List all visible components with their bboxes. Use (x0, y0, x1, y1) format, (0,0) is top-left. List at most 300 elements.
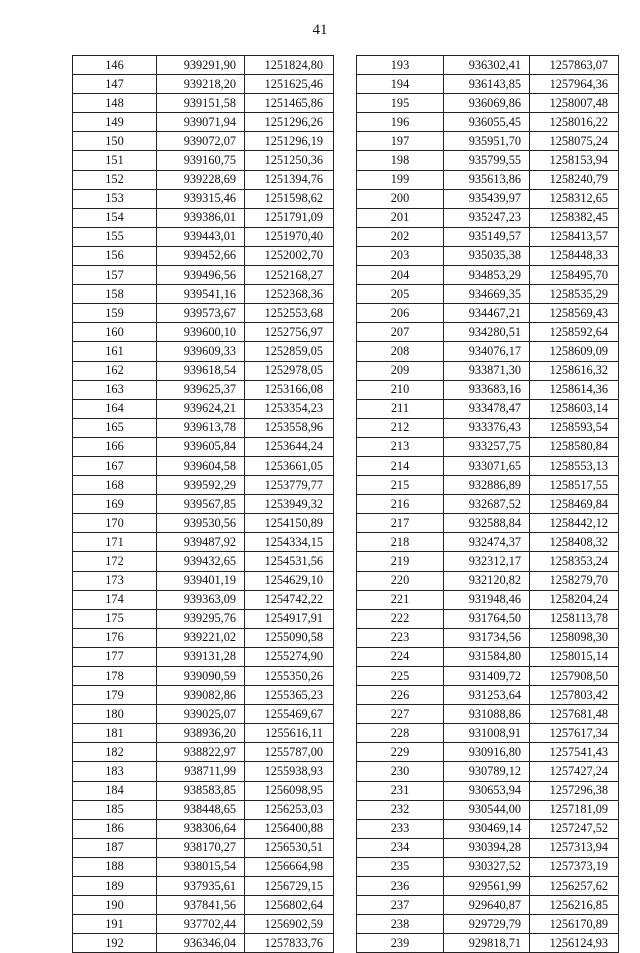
x-coordinate-cell: 934280,51 (444, 323, 530, 342)
x-coordinate-cell: 939082,86 (157, 686, 245, 705)
x-coordinate-cell: 932120,82 (444, 571, 530, 590)
point-number-cell: 172 (73, 552, 157, 571)
y-coordinate-cell: 1256253,03 (245, 800, 334, 819)
table-row (73, 418, 334, 437)
table-row (357, 456, 619, 475)
x-coordinate-cell: 939567,85 (157, 495, 245, 514)
x-coordinate-cell: 932886,89 (444, 476, 530, 495)
y-coordinate-cell: 1258413,57 (530, 227, 619, 246)
table-row (73, 151, 334, 170)
y-coordinate-cell: 1256124,93 (530, 934, 619, 953)
x-coordinate-cell: 939487,92 (157, 533, 245, 552)
point-number-cell: 152 (73, 170, 157, 189)
y-coordinate-cell: 1252859,05 (245, 342, 334, 361)
y-coordinate-cell: 1258569,43 (530, 304, 619, 323)
point-number-cell: 219 (357, 552, 444, 571)
y-coordinate-cell: 1257803,42 (530, 686, 619, 705)
x-coordinate-cell: 930327,52 (444, 857, 530, 876)
table-row (73, 304, 334, 323)
y-coordinate-cell: 1251791,09 (245, 208, 334, 227)
x-coordinate-cell: 932312,17 (444, 552, 530, 571)
point-number-cell: 225 (357, 667, 444, 686)
y-coordinate-cell: 1252978,05 (245, 361, 334, 380)
x-coordinate-cell: 939160,75 (157, 151, 245, 170)
y-coordinate-cell: 1251296,19 (245, 132, 334, 151)
y-coordinate-cell: 1258469,84 (530, 495, 619, 514)
x-coordinate-cell: 939613,78 (157, 418, 245, 437)
x-coordinate-cell: 939600,10 (157, 323, 245, 342)
table-row (73, 915, 334, 934)
table-row (357, 915, 619, 934)
point-number-cell: 158 (73, 285, 157, 304)
x-coordinate-cell: 939386,01 (157, 208, 245, 227)
y-coordinate-cell: 1258382,45 (530, 208, 619, 227)
point-number-cell: 233 (357, 819, 444, 838)
table-row (357, 495, 619, 514)
point-number-cell: 150 (73, 132, 157, 151)
table-row (73, 189, 334, 208)
point-number-cell: 205 (357, 285, 444, 304)
y-coordinate-cell: 1258553,13 (530, 456, 619, 475)
x-coordinate-cell: 939609,33 (157, 342, 245, 361)
table-row (357, 189, 619, 208)
table-row (357, 266, 619, 285)
table-row (73, 628, 334, 647)
point-number-cell: 147 (73, 75, 157, 94)
x-coordinate-cell: 939624,21 (157, 399, 245, 418)
y-coordinate-cell: 1256098,95 (245, 781, 334, 800)
point-number-cell: 182 (73, 743, 157, 762)
point-number-cell: 160 (73, 323, 157, 342)
y-coordinate-cell: 1257908,50 (530, 667, 619, 686)
table-row (357, 590, 619, 609)
y-coordinate-cell: 1251625,46 (245, 75, 334, 94)
y-coordinate-cell: 1257617,34 (530, 724, 619, 743)
point-number-cell: 224 (357, 647, 444, 666)
table-body (357, 56, 619, 953)
table-row (357, 380, 619, 399)
y-coordinate-cell: 1254531,56 (245, 552, 334, 571)
table-row (73, 647, 334, 666)
x-coordinate-cell: 939072,07 (157, 132, 245, 151)
y-coordinate-cell: 1257833,76 (245, 934, 334, 953)
y-coordinate-cell: 1255365,23 (245, 686, 334, 705)
table-row (73, 590, 334, 609)
y-coordinate-cell: 1258015,14 (530, 647, 619, 666)
x-coordinate-cell: 939131,28 (157, 647, 245, 666)
y-coordinate-cell: 1255090,58 (245, 628, 334, 647)
y-coordinate-cell: 1257296,38 (530, 781, 619, 800)
point-number-cell: 173 (73, 571, 157, 590)
point-number-cell: 203 (357, 246, 444, 265)
y-coordinate-cell: 1258448,33 (530, 246, 619, 265)
y-coordinate-cell: 1257427,24 (530, 762, 619, 781)
x-coordinate-cell: 936302,41 (444, 56, 530, 75)
x-coordinate-cell: 929640,87 (444, 896, 530, 915)
point-number-cell: 222 (357, 609, 444, 628)
x-coordinate-cell: 935149,57 (444, 227, 530, 246)
y-coordinate-cell: 1251824,80 (245, 56, 334, 75)
table-row (357, 476, 619, 495)
x-coordinate-cell: 939592,29 (157, 476, 245, 495)
y-coordinate-cell: 1253949,32 (245, 495, 334, 514)
y-coordinate-cell: 1251394,76 (245, 170, 334, 189)
y-coordinate-cell: 1251250,36 (245, 151, 334, 170)
x-coordinate-cell: 932474,37 (444, 533, 530, 552)
point-number-cell: 202 (357, 227, 444, 246)
y-coordinate-cell: 1252368,36 (245, 285, 334, 304)
x-coordinate-cell: 938306,64 (157, 819, 245, 838)
x-coordinate-cell: 939452,66 (157, 246, 245, 265)
point-number-cell: 199 (357, 170, 444, 189)
table-row (73, 246, 334, 265)
y-coordinate-cell: 1256400,88 (245, 819, 334, 838)
table-row (73, 838, 334, 857)
point-number-cell: 175 (73, 609, 157, 628)
y-coordinate-cell: 1255938,93 (245, 762, 334, 781)
table-row (357, 418, 619, 437)
x-coordinate-cell: 935247,23 (444, 208, 530, 227)
x-coordinate-cell: 939401,19 (157, 571, 245, 590)
x-coordinate-cell: 930469,14 (444, 819, 530, 838)
x-coordinate-cell: 934076,17 (444, 342, 530, 361)
y-coordinate-cell: 1257247,52 (530, 819, 619, 838)
table-row (357, 571, 619, 590)
y-coordinate-cell: 1254742,22 (245, 590, 334, 609)
point-number-cell: 212 (357, 418, 444, 437)
y-coordinate-cell: 1256802,64 (245, 896, 334, 915)
coordinates-table-right (356, 55, 619, 953)
table-row (357, 800, 619, 819)
table-row (73, 456, 334, 475)
y-coordinate-cell: 1258240,79 (530, 170, 619, 189)
x-coordinate-cell: 931008,91 (444, 724, 530, 743)
x-coordinate-cell: 930916,80 (444, 743, 530, 762)
point-number-cell: 181 (73, 724, 157, 743)
y-coordinate-cell: 1253661,05 (245, 456, 334, 475)
point-number-cell: 178 (73, 667, 157, 686)
table-row (73, 514, 334, 533)
y-coordinate-cell: 1253558,96 (245, 418, 334, 437)
table-row (73, 495, 334, 514)
point-number-cell: 190 (73, 896, 157, 915)
x-coordinate-cell: 934467,21 (444, 304, 530, 323)
point-number-cell: 146 (73, 56, 157, 75)
point-number-cell: 184 (73, 781, 157, 800)
y-coordinate-cell: 1258312,65 (530, 189, 619, 208)
y-coordinate-cell: 1254150,89 (245, 514, 334, 533)
y-coordinate-cell: 1252756,97 (245, 323, 334, 342)
x-coordinate-cell: 938583,85 (157, 781, 245, 800)
y-coordinate-cell: 1255616,11 (245, 724, 334, 743)
point-number-cell: 193 (357, 56, 444, 75)
x-coordinate-cell: 939291,90 (157, 56, 245, 75)
point-number-cell: 185 (73, 800, 157, 819)
x-coordinate-cell: 939218,20 (157, 75, 245, 94)
table-row (357, 743, 619, 762)
y-coordinate-cell: 1254629,10 (245, 571, 334, 590)
table-row (357, 132, 619, 151)
x-coordinate-cell: 931088,86 (444, 705, 530, 724)
table-row (73, 819, 334, 838)
table-row (73, 227, 334, 246)
x-coordinate-cell: 939605,84 (157, 437, 245, 456)
x-coordinate-cell: 939496,56 (157, 266, 245, 285)
point-number-cell: 155 (73, 227, 157, 246)
y-coordinate-cell: 1256729,15 (245, 877, 334, 896)
x-coordinate-cell: 930789,12 (444, 762, 530, 781)
x-coordinate-cell: 939541,16 (157, 285, 245, 304)
point-number-cell: 206 (357, 304, 444, 323)
y-coordinate-cell: 1255469,67 (245, 705, 334, 724)
table-body (73, 56, 334, 953)
x-coordinate-cell: 938015,54 (157, 857, 245, 876)
table-row (73, 437, 334, 456)
table-row (357, 246, 619, 265)
x-coordinate-cell: 939071,94 (157, 113, 245, 132)
table-row (73, 552, 334, 571)
x-coordinate-cell: 939025,07 (157, 705, 245, 724)
x-coordinate-cell: 937935,61 (157, 877, 245, 896)
table-row (73, 399, 334, 418)
point-number-cell: 159 (73, 304, 157, 323)
table-row (357, 781, 619, 800)
table-row (73, 266, 334, 285)
point-number-cell: 238 (357, 915, 444, 934)
y-coordinate-cell: 1257964,36 (530, 75, 619, 94)
table-row (357, 304, 619, 323)
y-coordinate-cell: 1258442,12 (530, 514, 619, 533)
table-row (357, 323, 619, 342)
y-coordinate-cell: 1258592,64 (530, 323, 619, 342)
y-coordinate-cell: 1258016,22 (530, 113, 619, 132)
point-number-cell: 197 (357, 132, 444, 151)
y-coordinate-cell: 1258279,70 (530, 571, 619, 590)
point-number-cell: 174 (73, 590, 157, 609)
x-coordinate-cell: 929729,79 (444, 915, 530, 934)
point-number-cell: 221 (357, 590, 444, 609)
x-coordinate-cell: 938170,27 (157, 838, 245, 857)
y-coordinate-cell: 1257863,07 (530, 56, 619, 75)
table-row (357, 896, 619, 915)
point-number-cell: 232 (357, 800, 444, 819)
point-number-cell: 153 (73, 189, 157, 208)
y-coordinate-cell: 1258616,32 (530, 361, 619, 380)
y-coordinate-cell: 1256902,59 (245, 915, 334, 934)
y-coordinate-cell: 1258007,48 (530, 94, 619, 113)
y-coordinate-cell: 1255274,90 (245, 647, 334, 666)
table-row (357, 342, 619, 361)
table-row (357, 170, 619, 189)
y-coordinate-cell: 1258153,94 (530, 151, 619, 170)
point-number-cell: 216 (357, 495, 444, 514)
point-number-cell: 187 (73, 838, 157, 857)
point-number-cell: 234 (357, 838, 444, 857)
table-row (73, 896, 334, 915)
x-coordinate-cell: 933257,75 (444, 437, 530, 456)
table-row (357, 724, 619, 743)
table-row (357, 151, 619, 170)
x-coordinate-cell: 930394,28 (444, 838, 530, 857)
y-coordinate-cell: 1251465,86 (245, 94, 334, 113)
table-row (73, 476, 334, 495)
x-coordinate-cell: 939228,69 (157, 170, 245, 189)
x-coordinate-cell: 931253,64 (444, 686, 530, 705)
x-coordinate-cell: 938711,99 (157, 762, 245, 781)
table-row (73, 667, 334, 686)
y-coordinate-cell: 1253166,08 (245, 380, 334, 399)
table-row (73, 94, 334, 113)
x-coordinate-cell: 939530,56 (157, 514, 245, 533)
x-coordinate-cell: 939573,67 (157, 304, 245, 323)
table-row (357, 113, 619, 132)
y-coordinate-cell: 1255787,00 (245, 743, 334, 762)
y-coordinate-cell: 1251598,62 (245, 189, 334, 208)
x-coordinate-cell: 935799,55 (444, 151, 530, 170)
table-row (357, 705, 619, 724)
table-row (73, 609, 334, 628)
table-row (73, 934, 334, 953)
y-coordinate-cell: 1254334,15 (245, 533, 334, 552)
coordinates-table-left (72, 55, 334, 953)
y-coordinate-cell: 1257313,94 (530, 838, 619, 857)
point-number-cell: 179 (73, 686, 157, 705)
point-number-cell: 161 (73, 342, 157, 361)
y-coordinate-cell: 1258603,14 (530, 399, 619, 418)
x-coordinate-cell: 935613,86 (444, 170, 530, 189)
point-number-cell: 220 (357, 571, 444, 590)
point-number-cell: 211 (357, 399, 444, 418)
y-coordinate-cell: 1256170,89 (530, 915, 619, 934)
x-coordinate-cell: 939618,54 (157, 361, 245, 380)
x-coordinate-cell: 939221,02 (157, 628, 245, 647)
table-row (357, 75, 619, 94)
table-row (73, 208, 334, 227)
x-coordinate-cell: 935035,38 (444, 246, 530, 265)
point-number-cell: 163 (73, 380, 157, 399)
y-coordinate-cell: 1258517,55 (530, 476, 619, 495)
point-number-cell: 164 (73, 399, 157, 418)
y-coordinate-cell: 1256530,51 (245, 838, 334, 857)
point-number-cell: 209 (357, 361, 444, 380)
point-number-cell: 227 (357, 705, 444, 724)
point-number-cell: 189 (73, 877, 157, 896)
x-coordinate-cell: 939363,09 (157, 590, 245, 609)
table-row (73, 857, 334, 876)
table-row (357, 934, 619, 953)
table-row (357, 552, 619, 571)
table-row (357, 857, 619, 876)
point-number-cell: 177 (73, 647, 157, 666)
table-row (357, 227, 619, 246)
x-coordinate-cell: 939432,65 (157, 552, 245, 571)
point-number-cell: 228 (357, 724, 444, 743)
x-coordinate-cell: 929561,99 (444, 877, 530, 896)
x-coordinate-cell: 931584,80 (444, 647, 530, 666)
point-number-cell: 183 (73, 762, 157, 781)
y-coordinate-cell: 1258535,29 (530, 285, 619, 304)
point-number-cell: 236 (357, 877, 444, 896)
point-number-cell: 165 (73, 418, 157, 437)
point-number-cell: 194 (357, 75, 444, 94)
x-coordinate-cell: 930544,00 (444, 800, 530, 819)
point-number-cell: 154 (73, 208, 157, 227)
y-coordinate-cell: 1258580,84 (530, 437, 619, 456)
table-row (357, 838, 619, 857)
point-number-cell: 167 (73, 456, 157, 475)
point-number-cell: 169 (73, 495, 157, 514)
x-coordinate-cell: 939315,46 (157, 189, 245, 208)
x-coordinate-cell: 939295,76 (157, 609, 245, 628)
table-row (357, 819, 619, 838)
table-row (357, 56, 619, 75)
y-coordinate-cell: 1256216,85 (530, 896, 619, 915)
x-coordinate-cell: 939151,58 (157, 94, 245, 113)
y-coordinate-cell: 1258495,70 (530, 266, 619, 285)
table-row (73, 743, 334, 762)
x-coordinate-cell: 933478,47 (444, 399, 530, 418)
table-row (357, 877, 619, 896)
y-coordinate-cell: 1252553,68 (245, 304, 334, 323)
table-row (73, 686, 334, 705)
point-number-cell: 148 (73, 94, 157, 113)
point-number-cell: 151 (73, 151, 157, 170)
table-row (73, 113, 334, 132)
table-row (73, 724, 334, 743)
y-coordinate-cell: 1255350,26 (245, 667, 334, 686)
x-coordinate-cell: 932588,84 (444, 514, 530, 533)
x-coordinate-cell: 938822,97 (157, 743, 245, 762)
x-coordinate-cell: 939625,37 (157, 380, 245, 399)
table-row (357, 762, 619, 781)
y-coordinate-cell: 1253779,77 (245, 476, 334, 495)
x-coordinate-cell: 932687,52 (444, 495, 530, 514)
x-coordinate-cell: 929818,71 (444, 934, 530, 953)
point-number-cell: 162 (73, 361, 157, 380)
point-number-cell: 171 (73, 533, 157, 552)
x-coordinate-cell: 936055,45 (444, 113, 530, 132)
point-number-cell: 176 (73, 628, 157, 647)
table-row (73, 571, 334, 590)
table-row (73, 170, 334, 189)
x-coordinate-cell: 937702,44 (157, 915, 245, 934)
x-coordinate-cell: 938448,65 (157, 800, 245, 819)
point-number-cell: 207 (357, 323, 444, 342)
x-coordinate-cell: 931948,46 (444, 590, 530, 609)
y-coordinate-cell: 1252168,27 (245, 266, 334, 285)
point-number-cell: 188 (73, 857, 157, 876)
x-coordinate-cell: 934853,29 (444, 266, 530, 285)
x-coordinate-cell: 933871,30 (444, 361, 530, 380)
point-number-cell: 237 (357, 896, 444, 915)
x-coordinate-cell: 939090,59 (157, 667, 245, 686)
x-coordinate-cell: 935951,70 (444, 132, 530, 151)
point-number-cell: 213 (357, 437, 444, 456)
x-coordinate-cell: 936069,86 (444, 94, 530, 113)
point-number-cell: 149 (73, 113, 157, 132)
y-coordinate-cell: 1258098,30 (530, 628, 619, 647)
point-number-cell: 231 (357, 781, 444, 800)
table-row (73, 361, 334, 380)
point-number-cell: 156 (73, 246, 157, 265)
y-coordinate-cell: 1251296,26 (245, 113, 334, 132)
table-row (73, 285, 334, 304)
x-coordinate-cell: 931734,56 (444, 628, 530, 647)
point-number-cell: 196 (357, 113, 444, 132)
table-row (357, 94, 619, 113)
y-coordinate-cell: 1257181,09 (530, 800, 619, 819)
x-coordinate-cell: 933683,16 (444, 380, 530, 399)
